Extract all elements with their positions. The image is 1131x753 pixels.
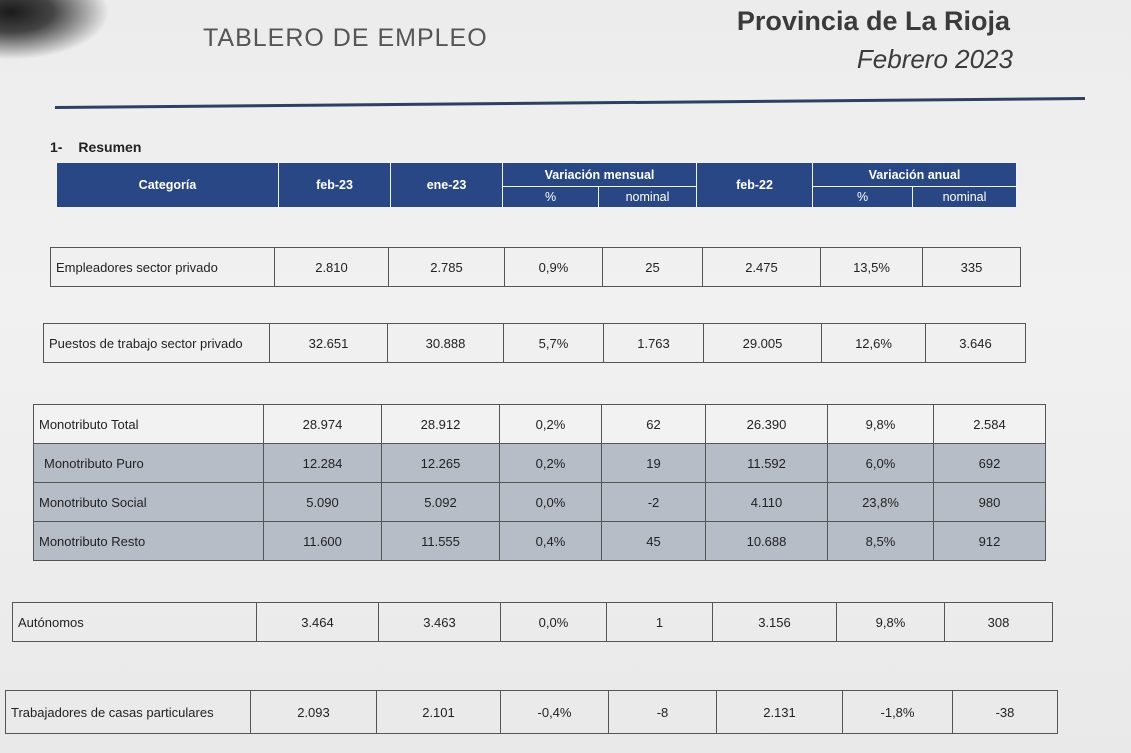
cell-var-anual-pct: 9,8%: [837, 603, 945, 642]
table-row: [34, 444, 1046, 483]
cell-var-mensual-pct: 0,9%: [505, 248, 603, 287]
col-header-mensual-nominal: nominal: [599, 187, 697, 208]
table-row: [34, 483, 1046, 522]
cell-var-mensual-pct: 0,0%: [501, 603, 607, 642]
province-name: Provincia de La Rioja: [736, 6, 1010, 36]
row-casas-particulares: [5, 690, 1058, 734]
col-header-categoria: Categoría: [57, 163, 279, 208]
cell-ene23: 12.265: [382, 444, 500, 483]
cell-var-anual-nominal: 692: [934, 444, 1046, 483]
cell-ene23: 2.785: [389, 248, 505, 287]
cell-var-mensual-nominal: 62: [602, 405, 706, 444]
row-empleadores: [50, 247, 1021, 287]
cell-var-anual-pct: 12,6%: [822, 324, 926, 363]
row-label: Monotributo Puro: [34, 444, 264, 483]
cell-var-anual-nominal: 3.646: [926, 324, 1026, 363]
monotributo-table: [33, 404, 1046, 561]
col-header-mensual-pct: %: [503, 187, 599, 208]
cell-feb22: 2.475: [703, 248, 821, 287]
cell-ene23: 30.888: [388, 324, 504, 363]
section-number: 1-: [50, 139, 63, 155]
cell-var-mensual-pct: 0,4%: [500, 522, 602, 561]
cell-var-mensual-pct: -0,4%: [501, 691, 609, 734]
row-label: Autónomos: [13, 603, 257, 642]
cell-var-anual-nominal: 335: [923, 248, 1021, 287]
col-header-variacion-anual: Variación anual: [813, 163, 1017, 187]
cell-feb23: 32.651: [270, 324, 388, 363]
cell-var-mensual-nominal: -2: [602, 483, 706, 522]
cell-var-mensual-pct: 0,0%: [500, 483, 602, 522]
cell-ene23: 5.092: [382, 483, 500, 522]
cell-feb22: 29.005: [704, 324, 822, 363]
row-label: Monotributo Resto: [34, 522, 264, 561]
row-puestos: [43, 323, 1026, 363]
cell-var-anual-nominal: -38: [953, 691, 1058, 734]
camera-shadow: [0, 0, 110, 60]
cell-feb23: 2.810: [275, 248, 389, 287]
cell-var-anual-nominal: 980: [934, 483, 1046, 522]
cell-feb23: 28.974: [264, 405, 382, 444]
cell-feb22: 10.688: [706, 522, 828, 561]
cell-var-mensual-nominal: 25: [603, 248, 703, 287]
cell-feb23: 11.600: [264, 522, 382, 561]
cell-var-anual-pct: -1,8%: [843, 691, 953, 734]
cell-var-mensual-nominal: 1.763: [604, 324, 704, 363]
cell-var-anual-pct: 23,8%: [828, 483, 934, 522]
cell-feb23: 12.284: [264, 444, 382, 483]
col-header-feb22: feb-22: [697, 163, 813, 208]
col-header-anual-nominal: nominal: [913, 187, 1017, 208]
header-divider: [55, 97, 1085, 109]
cell-var-mensual-nominal: 45: [602, 522, 706, 561]
cell-feb23: 3.464: [257, 603, 379, 642]
cell-ene23: 11.555: [382, 522, 500, 561]
cell-feb22: 26.390: [706, 405, 828, 444]
cell-var-mensual-pct: 5,7%: [504, 324, 604, 363]
row-label: Monotributo Total: [34, 405, 264, 444]
col-header-feb23: feb-23: [279, 163, 391, 208]
cell-feb23: 5.090: [264, 483, 382, 522]
cell-feb22: 4.110: [706, 483, 828, 522]
cell-var-anual-pct: 13,5%: [821, 248, 923, 287]
cell-var-mensual-nominal: 1: [607, 603, 713, 642]
col-header-anual-pct: %: [813, 187, 913, 208]
cell-ene23: 2.101: [377, 691, 501, 734]
row-label: Trabajadores de casas particulares: [6, 691, 251, 734]
col-header-ene23: ene-23: [391, 163, 503, 208]
cell-ene23: 3.463: [379, 603, 501, 642]
cell-feb22: 2.131: [717, 691, 843, 734]
section-title: Resumen: [78, 139, 142, 155]
period-label: Febrero 2023: [856, 44, 1013, 74]
cell-var-mensual-nominal: 19: [602, 444, 706, 483]
cell-feb22: 3.156: [713, 603, 837, 642]
cell-var-anual-pct: 6,0%: [828, 444, 934, 483]
cell-var-anual-pct: 8,5%: [828, 522, 934, 561]
table-row: [34, 405, 1046, 444]
cell-var-mensual-pct: 0,2%: [500, 405, 602, 444]
cell-var-mensual-nominal: -8: [609, 691, 717, 734]
document-title: TABLERO DE EMPLEO: [203, 24, 488, 52]
cell-feb22: 11.592: [706, 444, 828, 483]
section-heading: [50, 139, 141, 155]
cell-ene23: 28.912: [382, 405, 500, 444]
row-label: Monotributo Social: [34, 483, 264, 522]
cell-var-mensual-pct: 0,2%: [500, 444, 602, 483]
table-row: [34, 522, 1046, 561]
cell-var-anual-nominal: 308: [945, 603, 1053, 642]
row-label: Empleadores sector privado: [51, 248, 275, 287]
row-label: Puestos de trabajo sector privado: [44, 324, 270, 363]
cell-var-anual-nominal: 2.584: [934, 405, 1046, 444]
col-header-variacion-mensual: Variación mensual: [503, 163, 697, 187]
cell-var-anual-nominal: 912: [934, 522, 1046, 561]
row-autonomos: [12, 602, 1053, 642]
cell-feb23: 2.093: [251, 691, 377, 734]
summary-header: [56, 162, 1017, 208]
cell-var-anual-pct: 9,8%: [828, 405, 934, 444]
